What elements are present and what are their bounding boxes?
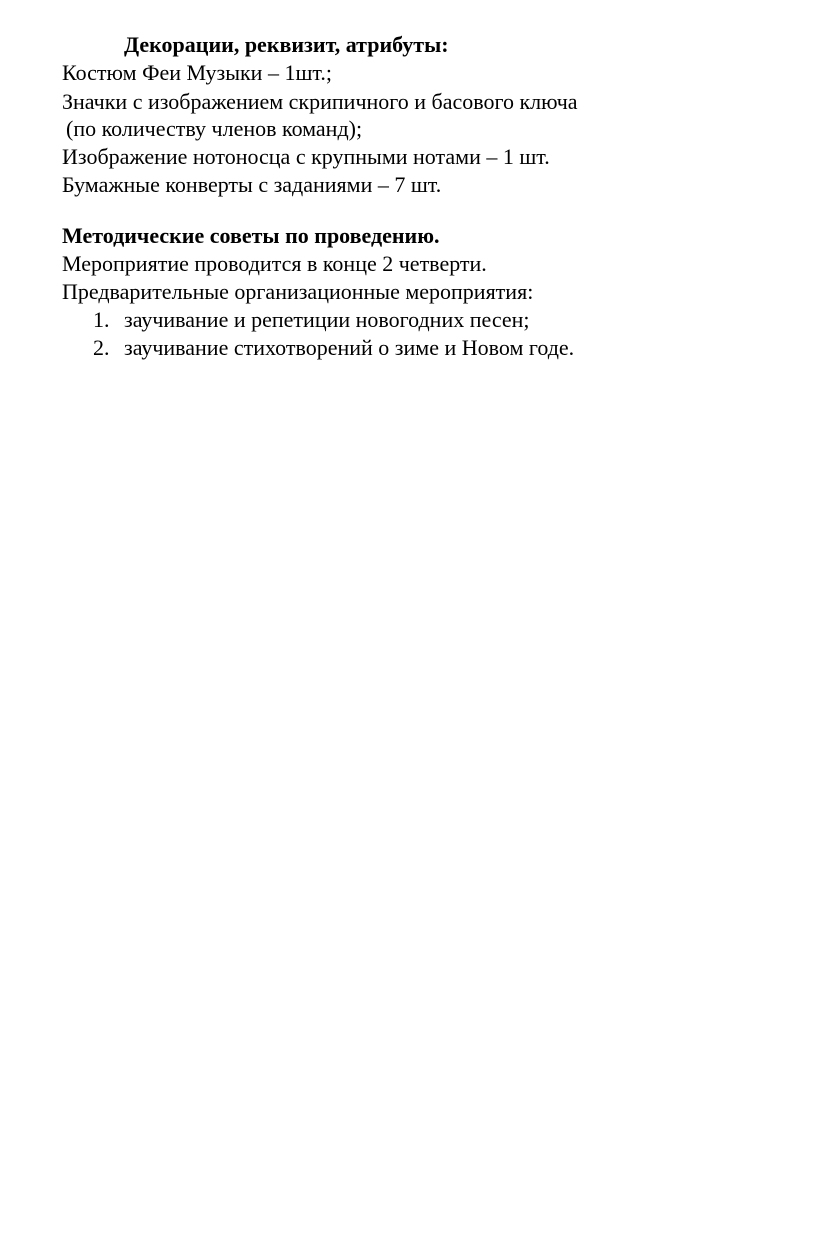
section-heading-methodical-advice: Методические советы по проведению.	[62, 223, 440, 248]
list-item-number: 2.	[93, 335, 110, 360]
list-item-number: 1.	[93, 307, 110, 332]
section-heading-decorations: Декорации, реквизит, атрибуты:	[124, 32, 449, 57]
list-item-text: заучивание стихотворений о зиме и Новом годе.	[124, 335, 575, 360]
item-line-badges: Значки с изображением скрипичного и басового ключа	[62, 89, 578, 114]
item-line-envelopes: Бумажные конверты с заданиями – 7 шт.	[62, 172, 442, 197]
paragraph-preliminary-activities: Предварительные организационные мероприятия:	[62, 279, 534, 304]
list-item-text: заучивание и репетиции новогодних песен;	[124, 307, 530, 332]
paragraph-event-timing: Мероприятие проводится в конце 2 четверти.	[62, 251, 487, 276]
item-line-fairy-costume: Костюм Феи Музыки – 1шт.;	[62, 60, 332, 85]
item-line-staff-image: Изображение нотоносца с крупными нотами – 1 шт.	[62, 144, 550, 169]
item-line-badges-note: (по количеству членов команд);	[66, 116, 363, 141]
